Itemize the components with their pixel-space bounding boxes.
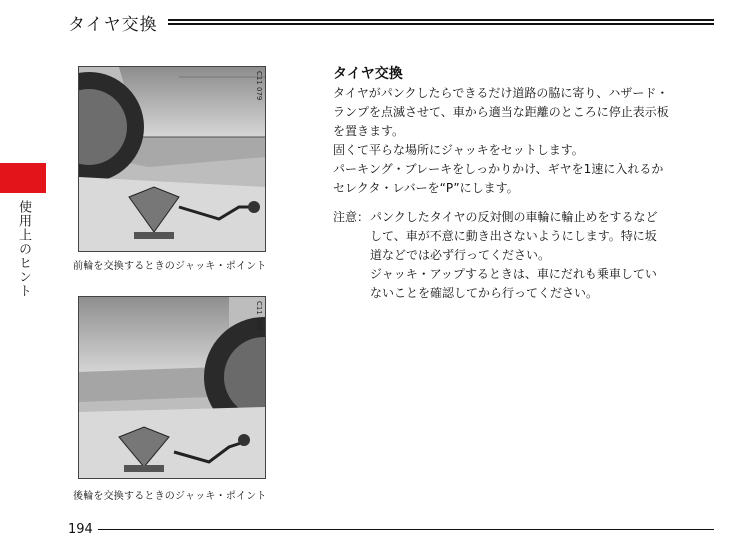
caution-line: パンクしたタイヤの反対側の車輪に輪止めをするなど (370, 210, 658, 224)
rear-jack-drawing (79, 297, 265, 478)
caution-line: して、車が不意に動き出さないようにします。特に坂 (370, 229, 657, 243)
header-rule (168, 19, 714, 25)
figure-code: C11 079 (255, 71, 263, 101)
section-body (333, 84, 669, 198)
caution-line: 道などでは必ず行ってください。 (370, 248, 551, 262)
body-line: を置きます。 (333, 124, 405, 138)
footer-rule (98, 529, 714, 530)
caution-body (370, 208, 658, 303)
caution-label: 注意： (333, 210, 370, 224)
caution-line: ないことを確認してから行ってください。 (370, 286, 599, 300)
figure-code: C11 080 (255, 301, 263, 331)
body-line: パーキング・ブレーキをしっかりかけ、ギヤを1速に入れるか (333, 162, 664, 176)
body-line: タイヤがパンクしたらできるだけ道路の脇に寄り、ハザード・ (333, 86, 669, 100)
section-tab-marker (0, 163, 46, 193)
page-number: 194 (68, 522, 93, 537)
body-line: ランプを点滅させて、車から適当な距離のところに停止表示板 (333, 105, 669, 119)
body-line: セレクタ・レバーを“P”にします。 (333, 181, 519, 195)
front-jack-illustration (78, 66, 266, 252)
page-title: タイヤ交換 (68, 15, 158, 35)
body-line: 固くて平らな場所にジャッキをセットします。 (333, 143, 584, 157)
rear-jack-illustration (78, 296, 266, 479)
caution-line: ジャッキ・アップするときは、車にだれも乗車してい (370, 267, 657, 281)
figure-caption-rear: 後輪を交換するときのジャッキ・ポイント (73, 491, 267, 502)
section-heading: タイヤ交換 (333, 66, 403, 82)
figure-caption-front: 前輪を交換するときのジャッキ・ポイント (73, 261, 267, 272)
front-jack-drawing (79, 67, 265, 251)
section-tab-label: 使用上のヒント (16, 200, 31, 298)
